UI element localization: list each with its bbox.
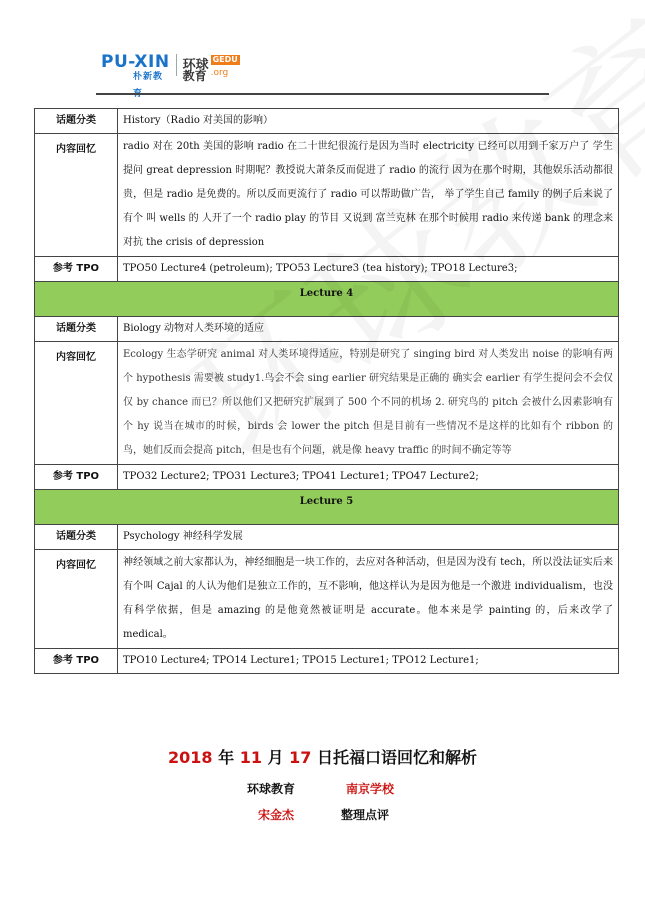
logo-divider	[176, 54, 177, 76]
footer-day: 17	[289, 748, 312, 767]
gedu-logo	[182, 54, 243, 83]
puxin-logo-subtext: 朴新教	[133, 72, 164, 82]
footer-author: 宋金杰	[258, 808, 295, 822]
section-header-row	[35, 282, 619, 317]
row-text: radio 对在 20th 美国的影响 radio 在二十世纪很流行是因为当时 electricity 已经可以用到千家万户了 学生提问 great depression 时期呢？教授说大萧条反而促进了 radio 的流行 因为在那个时期，其他娱乐活动都很贵，但是 radio 是免费的。所以反而更流行了 radio 可以帮助做广告， 举了学生自己 family 的例子后来说了有个 叫 wells 的 人开了一个 radio play 的节目 又说到 富兰克林 在那个时候用 radio 来传递 bank 的理念来对抗 the crisis of depression	[118, 134, 619, 257]
footer-role: 整理点评	[341, 808, 390, 822]
row-label: 话题分类	[35, 525, 118, 550]
table-row	[35, 465, 619, 490]
table-row	[35, 134, 619, 257]
header-rule	[96, 93, 549, 95]
row-label: 内容回忆	[35, 342, 118, 465]
table-row	[35, 109, 619, 134]
gedu-logo-org: .org	[210, 68, 229, 78]
row-text: History（Radio 对美国的影响）	[118, 109, 619, 134]
row-label: 参考 TPO	[35, 649, 118, 674]
table-row	[35, 649, 619, 674]
row-label: 内容回忆	[35, 134, 118, 257]
puxin-logo-text: PU-XIN	[101, 52, 170, 72]
footer-month: 11	[239, 748, 262, 767]
table-row	[35, 342, 619, 465]
lecture-5-header: Lecture 5	[35, 490, 619, 525]
footer-org: 环球教育	[247, 782, 296, 796]
table-row	[35, 550, 619, 649]
row-label: 参考 TPO	[35, 465, 118, 490]
row-label: 内容回忆	[35, 550, 118, 649]
row-text: Psychology 神经科学发展	[118, 525, 619, 550]
puxin-logo	[101, 52, 170, 82]
lecture-4-header: Lecture 4	[35, 282, 619, 317]
table-row	[35, 525, 619, 550]
lecture-table	[34, 108, 619, 674]
footer-school: 南京学校	[346, 782, 395, 796]
row-text: Biology 动物对人类环境的适应	[118, 317, 619, 342]
row-text: Ecology 生态学研究 animal 对人类环境得适应，特别是研究了 singing bird 对人类发出 noise 的影响有两个 hypothesis 需要被 study1.鸟会不会 sing earlier 研究结果是正确的 确实会 earlier 有学生提问会不会仅仅 by chance 而已？所以他们又把研究扩展到了 500 个不同的机场 2. 研究鸟的 pitch 会被什么因素影响有个 hy 说当在城市的时候，birds 会 lower the pitch 但是目前有一些情况不是这样的比如有个 ribbon 的鸟，她们反而会提高 pitch，但是也有个问题，就是像 heavy traffic 的时间不确定等等	[118, 342, 619, 465]
gedu-logo-main: 环球	[182, 58, 209, 73]
footer-month-unit: 月	[261, 748, 290, 767]
row-text: TPO50 Lecture4 (petroleum); TPO53 Lecture3 (tea history); TPO18 Lecture3;	[118, 257, 619, 282]
footer-year: 2018	[168, 748, 213, 767]
row-text: TPO32 Lecture2; TPO31 Lecture3; TPO41 Lecture1; TPO47 Lecture2;	[118, 465, 619, 490]
footer-title-rest: 日托福口语回忆和解析	[311, 748, 477, 767]
row-label: 参考 TPO	[35, 257, 118, 282]
table-row	[35, 257, 619, 282]
row-text: 神经领域之前大家都认为，神经细胞是一块工作的，去应对各种活动，但是因为没有 tech，所以没法证实后来有个叫 Cajal 的人认为他们是独立工作的，互不影响，他这样认为是因为他是一个激进 individualism，也没有科学依据，但是 amazing 的是他竟然被证明是 accurate。他本来是学 painting 的，后来改学了 medical。	[118, 550, 619, 649]
row-text: TPO10 Lecture4; TPO14 Lecture1; TPO15 Lecture1; TPO12 Lecture1;	[118, 649, 619, 674]
section-header-row	[35, 490, 619, 525]
row-label: 话题分类	[35, 109, 118, 134]
footer-title	[0, 745, 645, 768]
row-label: 话题分类	[35, 317, 118, 342]
footer-year-unit: 年	[212, 748, 240, 767]
table-row	[35, 317, 619, 342]
gedu-logo-badge: GEDU	[212, 55, 238, 64]
company-logo	[101, 52, 243, 83]
gedu-logo-sub: 教育	[182, 69, 207, 83]
